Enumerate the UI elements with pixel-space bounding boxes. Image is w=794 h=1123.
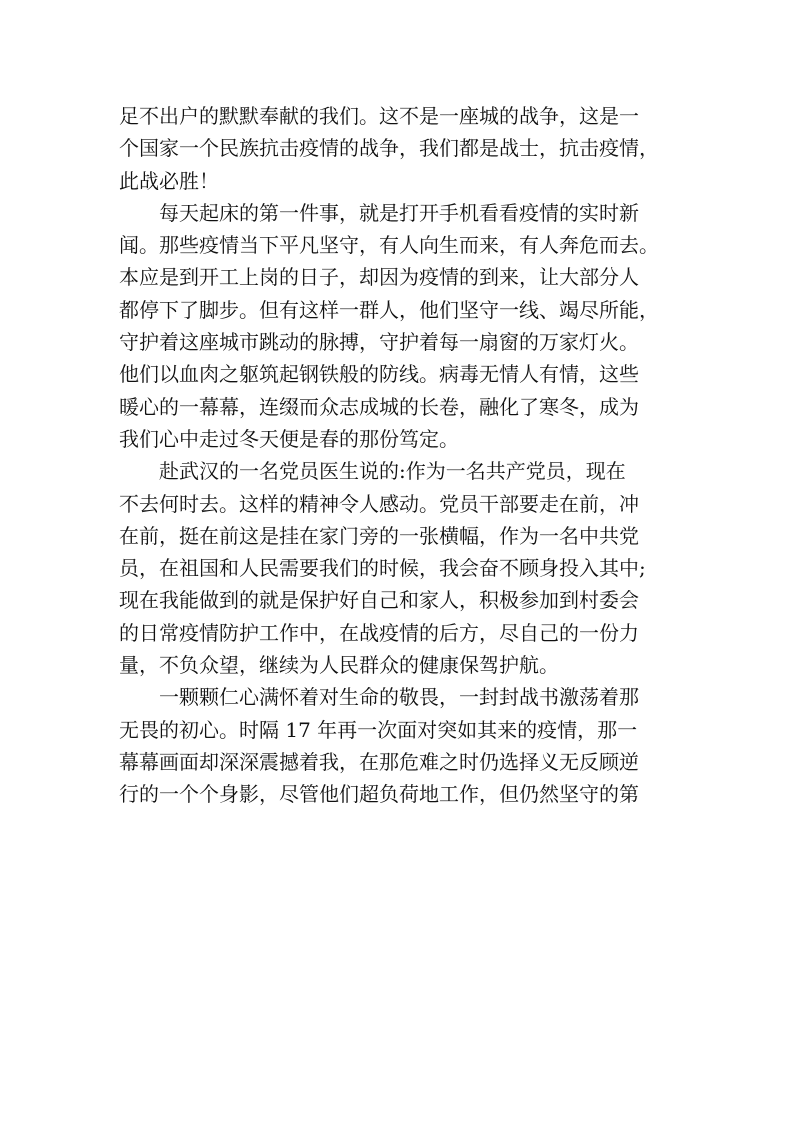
paragraph <box>119 100 679 197</box>
paragraph <box>119 681 679 810</box>
body-text <box>119 100 679 811</box>
text-line: 每天起床的第一件事，就是打开手机看看疫情的实时新 <box>119 200 639 225</box>
text-line: 行的一个个身影，尽管他们超负荷地工作，但仍然坚守的第 <box>119 782 639 807</box>
paragraph <box>119 197 679 455</box>
text-line: 一颗颗仁心满怀着对生命的敬畏，一封封战书激荡着那 <box>119 685 639 710</box>
text-line: 量，不负众望，继续为人民群众的健康保驾护航。 <box>119 653 559 678</box>
text-line: 在前，挺在前这是挂在家门旁的一张横幅，作为一名中共党 <box>119 523 639 548</box>
text-line: 闻。那些疫情当下平凡坚守，有人向生而来，有人奔危而去。 <box>119 233 659 258</box>
text-line: 暖心的一幕幕，连缀而众志成城的长卷，融化了寒冬，成为 <box>119 394 639 419</box>
text-line: 现在我能做到的就是保护好自己和家人，积极参加到村委会 <box>119 588 639 613</box>
text-line: 个国家一个民族抗击疫情的战争，我们都是战士，抗击疫情， <box>119 136 659 161</box>
text-line: 都停下了脚步。但有这样一群人，他们坚守一线、竭尽所能， <box>119 297 659 322</box>
text-line: 守护着这座城市跳动的脉搏，守护着每一扇窗的万家灯火。 <box>119 330 639 355</box>
text-line: 我们心中走过冬天便是春的那份笃定。 <box>119 426 459 451</box>
text-line: 的日常疫情防护工作中，在战疫情的后方，尽自己的一份力 <box>119 620 639 645</box>
text-line: 赴武汉的一名党员医生说的:作为一名共产党员，现在 <box>119 459 626 484</box>
text-line: 员，在祖国和人民需要我们的时候，我会奋不顾身投入其中; <box>119 556 646 581</box>
text-line: 本应是到开工上岗的日子，却因为疫情的到来，让大部分人 <box>119 265 639 290</box>
text-line: 无畏的初心。时隔 17 年再一次面对突如其来的疫情，那一 <box>119 717 638 742</box>
text-line: 不去何时去。这样的精神令人感动。党员干部要走在前，冲 <box>119 491 639 516</box>
text-line: 他们以血肉之躯筑起钢铁般的防线。病毒无情人有情，这些 <box>119 362 639 387</box>
text-line: 幕幕画面却深深震撼着我，在那危难之时仍选择义无反顾逆 <box>119 749 639 774</box>
text-line: 足不出户的默默奉献的我们。这不是一座城的战争，这是一 <box>119 104 639 128</box>
paragraph <box>119 455 679 681</box>
text-line: 此战必胜！ <box>119 168 219 193</box>
